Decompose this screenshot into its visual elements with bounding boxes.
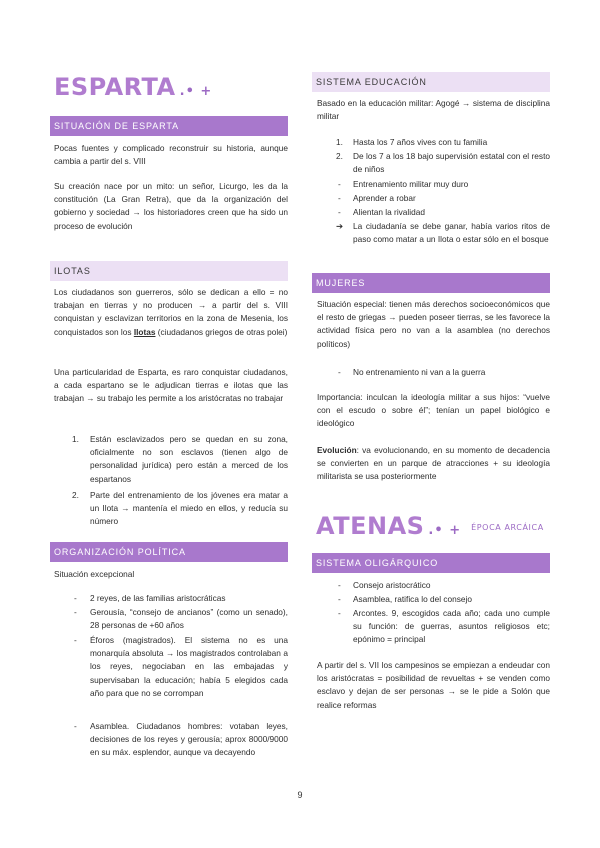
educacion-dash-item: Alientan la rivalidad bbox=[353, 207, 425, 217]
list-number: 1. bbox=[72, 434, 79, 444]
atenas-subtitle: ÉPOCA ARCÁICA bbox=[471, 522, 544, 532]
header-educacion: SISTEMA EDUCACIÓN bbox=[312, 72, 550, 92]
ilotas-paragraph-2: Una particularidad de Esparta, es raro conquistar ciudadanos, a cada espartano se le adjudican tierras e ilotas que las trabajan → su trabajo les permite a los aristócratas no trabajar bbox=[54, 367, 288, 404]
oligarquico-list-item: Asamblea, ratifica lo del consejo bbox=[353, 594, 472, 604]
esparta-title-text: ESPARTA bbox=[54, 73, 176, 101]
sparkle-decoration: .• + bbox=[179, 84, 213, 99]
header-mujeres: MUJERES bbox=[312, 273, 550, 293]
dash-bullet: - bbox=[338, 580, 341, 590]
dash-bullet: - bbox=[338, 608, 341, 618]
educacion-numbered-item: De los 7 a los 18 bajo supervisión estatal con el resto de niños bbox=[353, 151, 550, 175]
list-number: 2. bbox=[336, 151, 343, 161]
dash-bullet: - bbox=[74, 635, 77, 645]
mujeres-paragraph-1: Situación especial: tienen más derechos socioeconómicos que el resto de griegas → pueden poseer tierras, se les favorece la actividad física pero no van a la asamblea (no derechos políticos) bbox=[317, 299, 550, 349]
educacion-dash-item: Entrenamiento militar muy duro bbox=[353, 179, 469, 189]
atenas-title-text: ATENAS bbox=[316, 512, 425, 540]
dash-bullet: - bbox=[74, 607, 77, 617]
ilotas-list-item: Parte del entrenamiento de los jóvenes era matar a un Ilota → mantenía el miedo en ellos, y reducía su número bbox=[90, 490, 288, 527]
ilotas-term: Ilotas bbox=[133, 326, 156, 337]
organizacion-list-item: Gerousía, “consejo de ancianos” (como un senado), 28 personas de +60 años bbox=[90, 607, 288, 631]
header-oligarquico: SISTEMA OLIGÁRQUICO bbox=[312, 553, 550, 573]
header-ilotas: ILOTAS bbox=[50, 261, 288, 281]
organizacion-list-item: Éforos (magistrados). El sistema no es una monarquía absoluta → los magistrados controlaban a los reyes, negociaban en las embajadas y supervisaban la educación; había 5 elegidos cada año para que no se corrompan bbox=[90, 635, 288, 698]
header-situacion: SITUACIÓN DE ESPARTA bbox=[50, 116, 288, 136]
situacion-paragraph-2: Su creación nace por un mito: un señor, Licurgo, les da la constitución (La Gran Retra), que da la organización del gobierno y sociedad → los historiadores creen que ha sido un proceso de evolución bbox=[54, 181, 288, 231]
organizacion-list-item: Asamblea. Ciudadanos hombres: votaban leyes, decisiones de los reyes y gerousía; aprox 8000/9000 en su máx. esplendor, aunque va decayendo bbox=[90, 721, 288, 758]
arrow-bullet-icon: ➔ bbox=[336, 221, 343, 231]
dash-bullet: - bbox=[338, 594, 341, 604]
dash-bullet: - bbox=[74, 593, 77, 603]
evolucion-paragraph bbox=[317, 444, 550, 484]
ilotas-p1-text: Los ciudadanos son guerreros, sólo se dedican a ello = no trabajan en tierras y no producen → a partir del s. VIII conquistan y esclavizan territorios en la zona de Mesenia, los conquistados son los bbox=[54, 287, 288, 337]
mujeres-paragraph-2: Importancia: inculcan la ideología militar a sus hijos: “vuelve con el escudo o sobre él”; tenían un papel biológico e ideológico bbox=[317, 392, 550, 429]
sparkle-decoration: .• + bbox=[428, 523, 462, 538]
evolucion-label: Evolución bbox=[317, 445, 357, 455]
dash-bullet: - bbox=[338, 207, 341, 217]
educacion-numbered-item: Hasta los 7 años vives con tu familia bbox=[353, 137, 488, 147]
organizacion-list-item: 2 reyes, de las familias aristocráticas bbox=[90, 593, 226, 603]
page-number: 9 bbox=[297, 790, 303, 800]
educacion-intro: Basado en la educación militar: Agogé → sistema de disciplina militar bbox=[317, 98, 550, 122]
dash-bullet: - bbox=[338, 193, 341, 203]
ilotas-paragraph-1 bbox=[54, 286, 288, 339]
oligarquico-list-item: Arcontes. 9, escogidos cada año; cada uno cumple su función: de guerras, asuntos religiosos etc; epónimo = principal bbox=[353, 608, 550, 645]
mujeres-dash-item: No entrenamiento ni van a la guerra bbox=[353, 367, 486, 377]
oligarquico-list-item: Consejo aristocrático bbox=[353, 580, 431, 590]
list-number: 1. bbox=[336, 137, 343, 147]
list-number: 2. bbox=[72, 490, 79, 500]
situacion-paragraph-1: Pocas fuentes y complicado reconstruir su historia, aunque cambia a partir del s. VIII bbox=[54, 143, 288, 167]
oligarquico-paragraph: A partir del s. VII los campesinos se empiezan a endeudar con los aristócratas = posibilidad de revueltas + se venden como esclavo y dejan de ser personas → se le pide a Solón que realice reformas bbox=[317, 660, 550, 710]
atenas-title bbox=[316, 512, 544, 540]
educacion-arrow-item: La ciudadanía se debe ganar, había varios ritos de paso como matar a un Ilota o estar sólo en el bosque bbox=[353, 221, 550, 245]
ilotas-list-item: Están esclavizados pero se quedan en su zona, oficialmente no son esclavos (tienen algo de personalidad jurídica) pero están a merced de los espartanos bbox=[90, 434, 288, 484]
ilotas-p1-text-end: (ciudadanos griegos de otras polei) bbox=[157, 326, 288, 337]
organizacion-intro: Situación excepcional bbox=[54, 569, 135, 579]
evolucion-text: : va evolucionando, en su momento de decadencia se convierten en un parque de atracciones + su ideología militarista se usa posteriormente bbox=[317, 445, 550, 482]
esparta-title bbox=[54, 73, 212, 101]
header-organizacion: ORGANIZACIÓN POLÍTICA bbox=[50, 542, 288, 562]
dash-bullet: - bbox=[338, 179, 341, 189]
dash-bullet: - bbox=[74, 721, 77, 731]
dash-bullet: - bbox=[338, 367, 341, 377]
educacion-dash-item: Aprender a robar bbox=[353, 193, 416, 203]
